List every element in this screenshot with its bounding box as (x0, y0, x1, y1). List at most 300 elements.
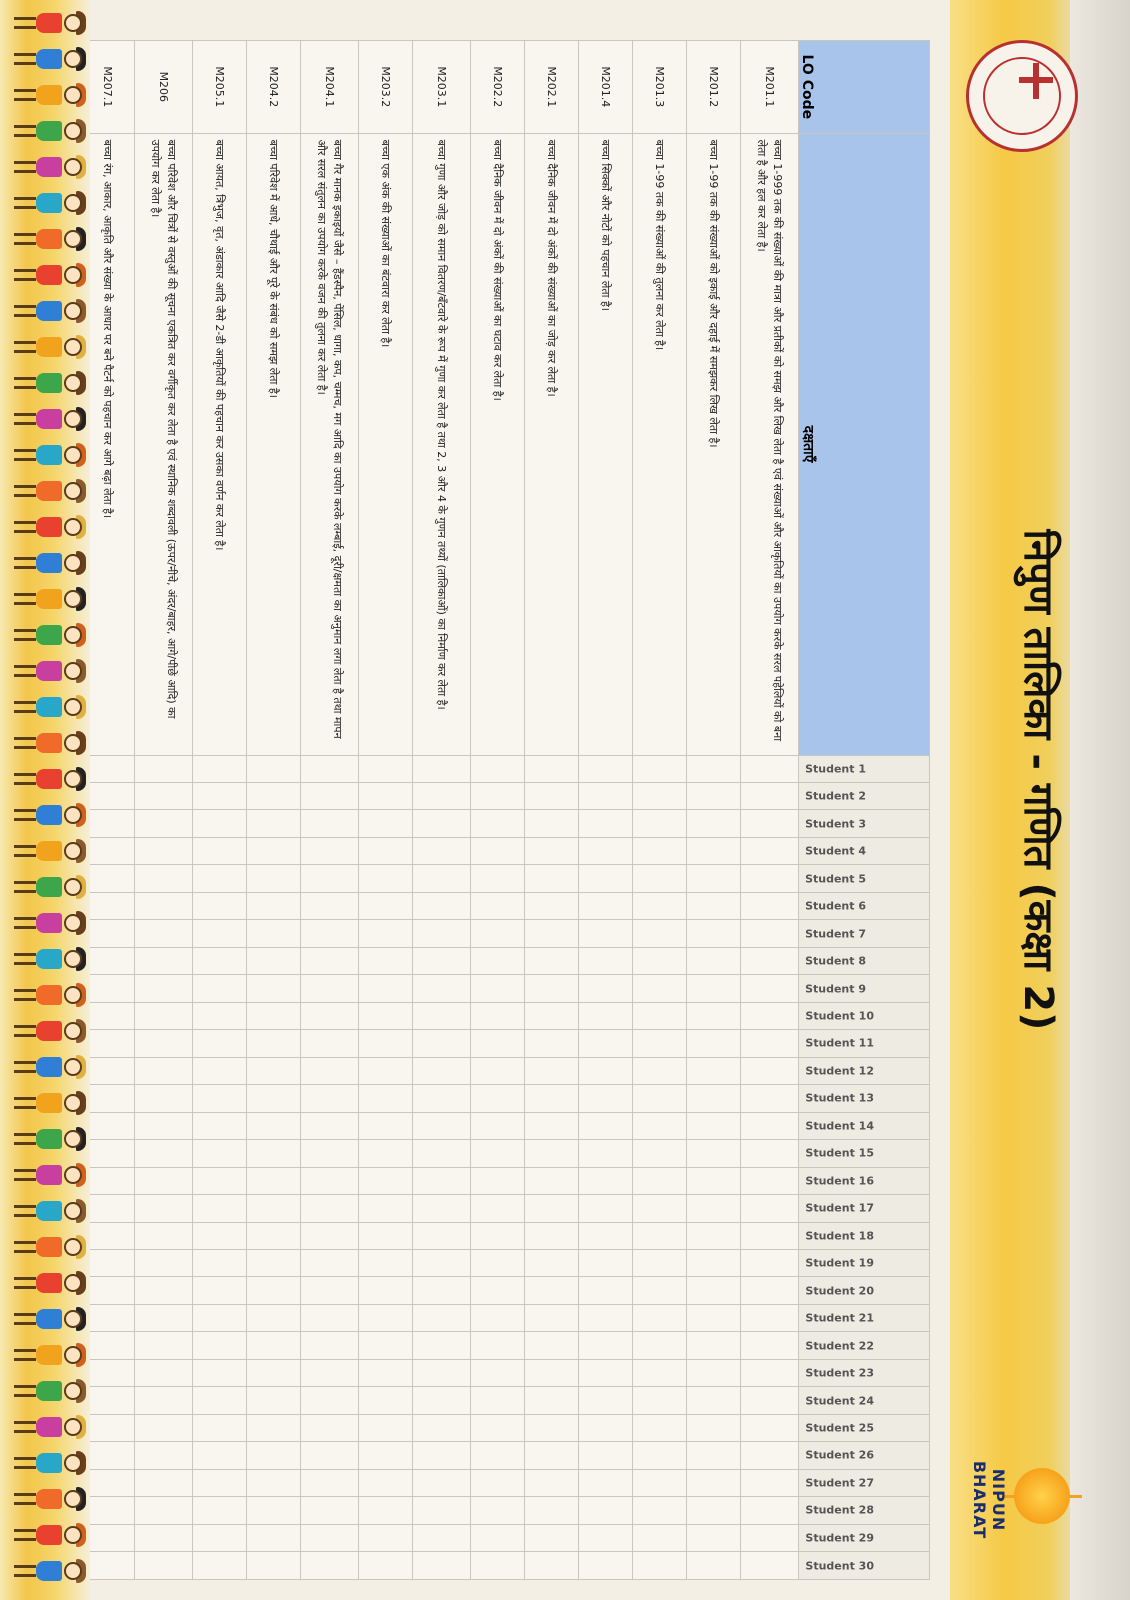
student-mark-cell[interactable] (135, 1469, 193, 1496)
student-mark-cell[interactable] (579, 1387, 633, 1414)
student-mark-cell[interactable] (579, 1359, 633, 1386)
student-mark-cell[interactable] (193, 837, 247, 864)
student-mark-cell[interactable] (193, 865, 247, 892)
student-mark-cell[interactable] (471, 1085, 525, 1112)
student-mark-cell[interactable] (471, 1112, 525, 1139)
student-mark-cell[interactable] (525, 1030, 579, 1057)
student-mark-cell[interactable] (471, 892, 525, 919)
student-mark-cell[interactable] (135, 1167, 193, 1194)
student-mark-cell[interactable] (193, 1167, 247, 1194)
student-mark-cell[interactable] (413, 865, 471, 892)
student-mark-cell[interactable] (359, 1414, 413, 1441)
student-mark-cell[interactable] (579, 1195, 633, 1222)
student-mark-cell[interactable] (359, 1497, 413, 1524)
student-mark-cell[interactable] (741, 975, 799, 1002)
student-mark-cell[interactable] (525, 1249, 579, 1276)
student-mark-cell[interactable] (135, 1195, 193, 1222)
student-mark-cell[interactable] (741, 947, 799, 974)
student-mark-cell[interactable] (247, 1195, 301, 1222)
student-mark-cell[interactable] (687, 1359, 741, 1386)
student-mark-cell[interactable] (579, 1030, 633, 1057)
student-mark-cell[interactable] (413, 1002, 471, 1029)
student-mark-cell[interactable] (633, 920, 687, 947)
student-mark-cell[interactable] (579, 892, 633, 919)
student-mark-cell[interactable] (413, 837, 471, 864)
student-mark-cell[interactable] (579, 1222, 633, 1249)
student-mark-cell[interactable] (301, 1167, 359, 1194)
student-mark-cell[interactable] (525, 1195, 579, 1222)
student-mark-cell[interactable] (135, 1304, 193, 1331)
student-mark-cell[interactable] (413, 892, 471, 919)
student-mark-cell[interactable] (525, 892, 579, 919)
student-mark-cell[interactable] (579, 975, 633, 1002)
student-mark-cell[interactable] (301, 1497, 359, 1524)
student-mark-cell[interactable] (135, 810, 193, 837)
student-mark-cell[interactable] (135, 1442, 193, 1469)
student-mark-cell[interactable] (633, 1414, 687, 1441)
student-mark-cell[interactable] (413, 1387, 471, 1414)
student-mark-cell[interactable] (301, 1442, 359, 1469)
student-mark-cell[interactable] (359, 892, 413, 919)
student-mark-cell[interactable] (471, 1167, 525, 1194)
student-mark-cell[interactable] (193, 1552, 247, 1580)
student-mark-cell[interactable] (525, 1085, 579, 1112)
student-mark-cell[interactable] (359, 1359, 413, 1386)
student-mark-cell[interactable] (247, 1524, 301, 1551)
student-mark-cell[interactable] (687, 755, 741, 782)
student-mark-cell[interactable] (471, 1195, 525, 1222)
student-mark-cell[interactable] (247, 892, 301, 919)
student-mark-cell[interactable] (301, 1359, 359, 1386)
student-mark-cell[interactable] (741, 1195, 799, 1222)
student-mark-cell[interactable] (687, 1387, 741, 1414)
student-mark-cell[interactable] (687, 1195, 741, 1222)
student-mark-cell[interactable] (413, 1442, 471, 1469)
student-mark-cell[interactable] (247, 1002, 301, 1029)
student-mark-cell[interactable] (687, 1249, 741, 1276)
student-mark-cell[interactable] (247, 865, 301, 892)
student-mark-cell[interactable] (525, 1057, 579, 1084)
student-mark-cell[interactable] (247, 947, 301, 974)
student-mark-cell[interactable] (633, 1359, 687, 1386)
student-mark-cell[interactable] (247, 1249, 301, 1276)
student-mark-cell[interactable] (359, 1277, 413, 1304)
student-mark-cell[interactable] (301, 1140, 359, 1167)
student-mark-cell[interactable] (471, 1304, 525, 1331)
student-mark-cell[interactable] (413, 1222, 471, 1249)
student-mark-cell[interactable] (359, 947, 413, 974)
student-mark-cell[interactable] (359, 1030, 413, 1057)
student-mark-cell[interactable] (193, 1332, 247, 1359)
student-mark-cell[interactable] (687, 1442, 741, 1469)
student-mark-cell[interactable] (193, 1304, 247, 1331)
student-mark-cell[interactable] (413, 1277, 471, 1304)
student-mark-cell[interactable] (525, 1442, 579, 1469)
student-mark-cell[interactable] (247, 1552, 301, 1580)
student-mark-cell[interactable] (471, 783, 525, 810)
student-mark-cell[interactable] (741, 1030, 799, 1057)
student-mark-cell[interactable] (471, 947, 525, 974)
student-mark-cell[interactable] (525, 810, 579, 837)
student-mark-cell[interactable] (741, 1359, 799, 1386)
student-mark-cell[interactable] (579, 810, 633, 837)
student-mark-cell[interactable] (247, 1085, 301, 1112)
student-mark-cell[interactable] (741, 1414, 799, 1441)
student-mark-cell[interactable] (247, 1030, 301, 1057)
student-mark-cell[interactable] (579, 1277, 633, 1304)
student-mark-cell[interactable] (633, 1002, 687, 1029)
student-mark-cell[interactable] (247, 1304, 301, 1331)
student-mark-cell[interactable] (135, 783, 193, 810)
student-mark-cell[interactable] (471, 1222, 525, 1249)
student-mark-cell[interactable] (359, 1112, 413, 1139)
student-mark-cell[interactable] (301, 920, 359, 947)
student-mark-cell[interactable] (359, 1524, 413, 1551)
student-mark-cell[interactable] (135, 892, 193, 919)
student-mark-cell[interactable] (633, 755, 687, 782)
student-mark-cell[interactable] (193, 1140, 247, 1167)
student-mark-cell[interactable] (687, 920, 741, 947)
student-mark-cell[interactable] (525, 1112, 579, 1139)
student-mark-cell[interactable] (413, 1085, 471, 1112)
student-mark-cell[interactable] (633, 1277, 687, 1304)
student-mark-cell[interactable] (687, 810, 741, 837)
student-mark-cell[interactable] (741, 783, 799, 810)
student-mark-cell[interactable] (413, 783, 471, 810)
student-mark-cell[interactable] (525, 1469, 579, 1496)
student-mark-cell[interactable] (471, 1497, 525, 1524)
student-mark-cell[interactable] (193, 892, 247, 919)
student-mark-cell[interactable] (135, 1030, 193, 1057)
student-mark-cell[interactable] (633, 1195, 687, 1222)
student-mark-cell[interactable] (525, 1387, 579, 1414)
student-mark-cell[interactable] (741, 1222, 799, 1249)
student-mark-cell[interactable] (579, 920, 633, 947)
student-mark-cell[interactable] (471, 1387, 525, 1414)
student-mark-cell[interactable] (741, 1277, 799, 1304)
student-mark-cell[interactable] (687, 837, 741, 864)
student-mark-cell[interactable] (301, 1414, 359, 1441)
student-mark-cell[interactable] (193, 1030, 247, 1057)
student-mark-cell[interactable] (741, 1249, 799, 1276)
student-mark-cell[interactable] (741, 892, 799, 919)
student-mark-cell[interactable] (687, 1002, 741, 1029)
student-mark-cell[interactable] (579, 755, 633, 782)
student-mark-cell[interactable] (525, 1552, 579, 1580)
student-mark-cell[interactable] (359, 837, 413, 864)
student-mark-cell[interactable] (193, 755, 247, 782)
student-mark-cell[interactable] (193, 1085, 247, 1112)
student-mark-cell[interactable] (687, 1304, 741, 1331)
student-mark-cell[interactable] (135, 1249, 193, 1276)
student-mark-cell[interactable] (247, 1442, 301, 1469)
student-mark-cell[interactable] (687, 1057, 741, 1084)
student-mark-cell[interactable] (741, 1332, 799, 1359)
student-mark-cell[interactable] (359, 1195, 413, 1222)
student-mark-cell[interactable] (741, 1304, 799, 1331)
student-mark-cell[interactable] (193, 1249, 247, 1276)
student-mark-cell[interactable] (413, 1112, 471, 1139)
student-mark-cell[interactable] (633, 1442, 687, 1469)
student-mark-cell[interactable] (359, 1085, 413, 1112)
student-mark-cell[interactable] (741, 1552, 799, 1580)
student-mark-cell[interactable] (687, 947, 741, 974)
student-mark-cell[interactable] (413, 1195, 471, 1222)
student-mark-cell[interactable] (359, 920, 413, 947)
student-mark-cell[interactable] (633, 1222, 687, 1249)
student-mark-cell[interactable] (135, 1277, 193, 1304)
student-mark-cell[interactable] (525, 975, 579, 1002)
student-mark-cell[interactable] (579, 1085, 633, 1112)
student-mark-cell[interactable] (741, 1002, 799, 1029)
student-mark-cell[interactable] (525, 1277, 579, 1304)
student-mark-cell[interactable] (413, 1140, 471, 1167)
student-mark-cell[interactable] (413, 755, 471, 782)
student-mark-cell[interactable] (413, 920, 471, 947)
student-mark-cell[interactable] (193, 975, 247, 1002)
student-mark-cell[interactable] (687, 865, 741, 892)
student-mark-cell[interactable] (193, 1469, 247, 1496)
student-mark-cell[interactable] (135, 1057, 193, 1084)
student-mark-cell[interactable] (471, 1030, 525, 1057)
student-mark-cell[interactable] (247, 837, 301, 864)
student-mark-cell[interactable] (301, 1112, 359, 1139)
student-mark-cell[interactable] (471, 1002, 525, 1029)
student-mark-cell[interactable] (193, 1414, 247, 1441)
student-mark-cell[interactable] (471, 1552, 525, 1580)
student-mark-cell[interactable] (633, 1249, 687, 1276)
student-mark-cell[interactable] (741, 920, 799, 947)
student-mark-cell[interactable] (579, 1140, 633, 1167)
student-mark-cell[interactable] (525, 1167, 579, 1194)
student-mark-cell[interactable] (247, 1057, 301, 1084)
student-mark-cell[interactable] (413, 1469, 471, 1496)
student-mark-cell[interactable] (359, 1222, 413, 1249)
student-mark-cell[interactable] (193, 1442, 247, 1469)
student-mark-cell[interactable] (247, 1387, 301, 1414)
student-mark-cell[interactable] (301, 1249, 359, 1276)
student-mark-cell[interactable] (193, 1002, 247, 1029)
student-mark-cell[interactable] (413, 1057, 471, 1084)
student-mark-cell[interactable] (741, 1112, 799, 1139)
student-mark-cell[interactable] (741, 1387, 799, 1414)
student-mark-cell[interactable] (193, 1222, 247, 1249)
student-mark-cell[interactable] (135, 1552, 193, 1580)
student-mark-cell[interactable] (471, 1249, 525, 1276)
student-mark-cell[interactable] (359, 1469, 413, 1496)
student-mark-cell[interactable] (525, 1497, 579, 1524)
student-mark-cell[interactable] (579, 1469, 633, 1496)
student-mark-cell[interactable] (135, 1140, 193, 1167)
student-mark-cell[interactable] (135, 1414, 193, 1441)
student-mark-cell[interactable] (359, 1057, 413, 1084)
student-mark-cell[interactable] (135, 1524, 193, 1551)
student-mark-cell[interactable] (359, 1167, 413, 1194)
student-mark-cell[interactable] (741, 837, 799, 864)
student-mark-cell[interactable] (633, 892, 687, 919)
student-mark-cell[interactable] (413, 1332, 471, 1359)
student-mark-cell[interactable] (687, 1167, 741, 1194)
student-mark-cell[interactable] (525, 755, 579, 782)
student-mark-cell[interactable] (741, 1140, 799, 1167)
student-mark-cell[interactable] (525, 920, 579, 947)
student-mark-cell[interactable] (413, 1030, 471, 1057)
student-mark-cell[interactable] (359, 1552, 413, 1580)
student-mark-cell[interactable] (301, 1524, 359, 1551)
student-mark-cell[interactable] (525, 1332, 579, 1359)
student-mark-cell[interactable] (359, 1442, 413, 1469)
student-mark-cell[interactable] (193, 1497, 247, 1524)
student-mark-cell[interactable] (135, 1002, 193, 1029)
student-mark-cell[interactable] (471, 975, 525, 1002)
student-mark-cell[interactable] (135, 837, 193, 864)
student-mark-cell[interactable] (135, 1112, 193, 1139)
student-mark-cell[interactable] (579, 1249, 633, 1276)
student-mark-cell[interactable] (301, 1277, 359, 1304)
student-mark-cell[interactable] (135, 865, 193, 892)
student-mark-cell[interactable] (525, 1140, 579, 1167)
student-mark-cell[interactable] (193, 783, 247, 810)
student-mark-cell[interactable] (741, 810, 799, 837)
student-mark-cell[interactable] (471, 1414, 525, 1441)
student-mark-cell[interactable] (741, 1057, 799, 1084)
student-mark-cell[interactable] (741, 865, 799, 892)
student-mark-cell[interactable] (687, 783, 741, 810)
student-mark-cell[interactable] (687, 1140, 741, 1167)
student-mark-cell[interactable] (301, 755, 359, 782)
student-mark-cell[interactable] (193, 810, 247, 837)
student-mark-cell[interactable] (579, 1414, 633, 1441)
student-mark-cell[interactable] (579, 1112, 633, 1139)
student-mark-cell[interactable] (525, 865, 579, 892)
student-mark-cell[interactable] (633, 1030, 687, 1057)
student-mark-cell[interactable] (359, 755, 413, 782)
student-mark-cell[interactable] (471, 1140, 525, 1167)
student-mark-cell[interactable] (359, 975, 413, 1002)
student-mark-cell[interactable] (135, 1332, 193, 1359)
student-mark-cell[interactable] (633, 1304, 687, 1331)
student-mark-cell[interactable] (687, 892, 741, 919)
student-mark-cell[interactable] (247, 783, 301, 810)
student-mark-cell[interactable] (413, 975, 471, 1002)
student-mark-cell[interactable] (633, 865, 687, 892)
student-mark-cell[interactable] (579, 1497, 633, 1524)
student-mark-cell[interactable] (471, 865, 525, 892)
student-mark-cell[interactable] (135, 1085, 193, 1112)
student-mark-cell[interactable] (687, 1552, 741, 1580)
student-mark-cell[interactable] (301, 810, 359, 837)
student-mark-cell[interactable] (135, 947, 193, 974)
student-mark-cell[interactable] (247, 1167, 301, 1194)
student-mark-cell[interactable] (579, 1167, 633, 1194)
student-mark-cell[interactable] (301, 1552, 359, 1580)
student-mark-cell[interactable] (471, 1359, 525, 1386)
student-mark-cell[interactable] (633, 947, 687, 974)
student-mark-cell[interactable] (525, 1359, 579, 1386)
student-mark-cell[interactable] (471, 1277, 525, 1304)
student-mark-cell[interactable] (413, 1167, 471, 1194)
student-mark-cell[interactable] (301, 947, 359, 974)
student-mark-cell[interactable] (247, 975, 301, 1002)
student-mark-cell[interactable] (687, 1085, 741, 1112)
student-mark-cell[interactable] (247, 1359, 301, 1386)
student-mark-cell[interactable] (633, 837, 687, 864)
student-mark-cell[interactable] (525, 1222, 579, 1249)
student-mark-cell[interactable] (359, 1387, 413, 1414)
student-mark-cell[interactable] (687, 1277, 741, 1304)
student-mark-cell[interactable] (633, 1469, 687, 1496)
student-mark-cell[interactable] (301, 837, 359, 864)
student-mark-cell[interactable] (413, 1552, 471, 1580)
student-mark-cell[interactable] (301, 1469, 359, 1496)
student-mark-cell[interactable] (301, 1030, 359, 1057)
student-mark-cell[interactable] (193, 1359, 247, 1386)
student-mark-cell[interactable] (579, 783, 633, 810)
student-mark-cell[interactable] (413, 1414, 471, 1441)
student-mark-cell[interactable] (135, 1497, 193, 1524)
student-mark-cell[interactable] (413, 1497, 471, 1524)
student-mark-cell[interactable] (579, 1442, 633, 1469)
student-mark-cell[interactable] (741, 1469, 799, 1496)
student-mark-cell[interactable] (579, 947, 633, 974)
student-mark-cell[interactable] (301, 1387, 359, 1414)
student-mark-cell[interactable] (687, 1112, 741, 1139)
student-mark-cell[interactable] (633, 1387, 687, 1414)
student-mark-cell[interactable] (525, 1304, 579, 1331)
student-mark-cell[interactable] (413, 947, 471, 974)
student-mark-cell[interactable] (301, 783, 359, 810)
student-mark-cell[interactable] (741, 1497, 799, 1524)
student-mark-cell[interactable] (301, 1222, 359, 1249)
student-mark-cell[interactable] (471, 837, 525, 864)
student-mark-cell[interactable] (741, 1085, 799, 1112)
student-mark-cell[interactable] (741, 1442, 799, 1469)
student-mark-cell[interactable] (247, 1277, 301, 1304)
student-mark-cell[interactable] (193, 1057, 247, 1084)
student-mark-cell[interactable] (359, 1140, 413, 1167)
student-mark-cell[interactable] (247, 920, 301, 947)
student-mark-cell[interactable] (471, 920, 525, 947)
student-mark-cell[interactable] (193, 1524, 247, 1551)
student-mark-cell[interactable] (413, 1304, 471, 1331)
student-mark-cell[interactable] (741, 1167, 799, 1194)
student-mark-cell[interactable] (193, 947, 247, 974)
student-mark-cell[interactable] (301, 1057, 359, 1084)
student-mark-cell[interactable] (301, 865, 359, 892)
student-mark-cell[interactable] (687, 1469, 741, 1496)
student-mark-cell[interactable] (525, 783, 579, 810)
student-mark-cell[interactable] (247, 1469, 301, 1496)
student-mark-cell[interactable] (247, 1112, 301, 1139)
student-mark-cell[interactable] (135, 975, 193, 1002)
student-mark-cell[interactable] (135, 1222, 193, 1249)
student-mark-cell[interactable] (359, 783, 413, 810)
student-mark-cell[interactable] (413, 810, 471, 837)
student-mark-cell[interactable] (247, 755, 301, 782)
student-mark-cell[interactable] (247, 1414, 301, 1441)
student-mark-cell[interactable] (135, 920, 193, 947)
student-mark-cell[interactable] (359, 1002, 413, 1029)
student-mark-cell[interactable] (633, 1140, 687, 1167)
student-mark-cell[interactable] (579, 1304, 633, 1331)
student-mark-cell[interactable] (471, 810, 525, 837)
student-mark-cell[interactable] (741, 755, 799, 782)
student-mark-cell[interactable] (687, 1497, 741, 1524)
student-mark-cell[interactable] (301, 1085, 359, 1112)
student-mark-cell[interactable] (579, 837, 633, 864)
student-mark-cell[interactable] (579, 865, 633, 892)
student-mark-cell[interactable] (633, 810, 687, 837)
